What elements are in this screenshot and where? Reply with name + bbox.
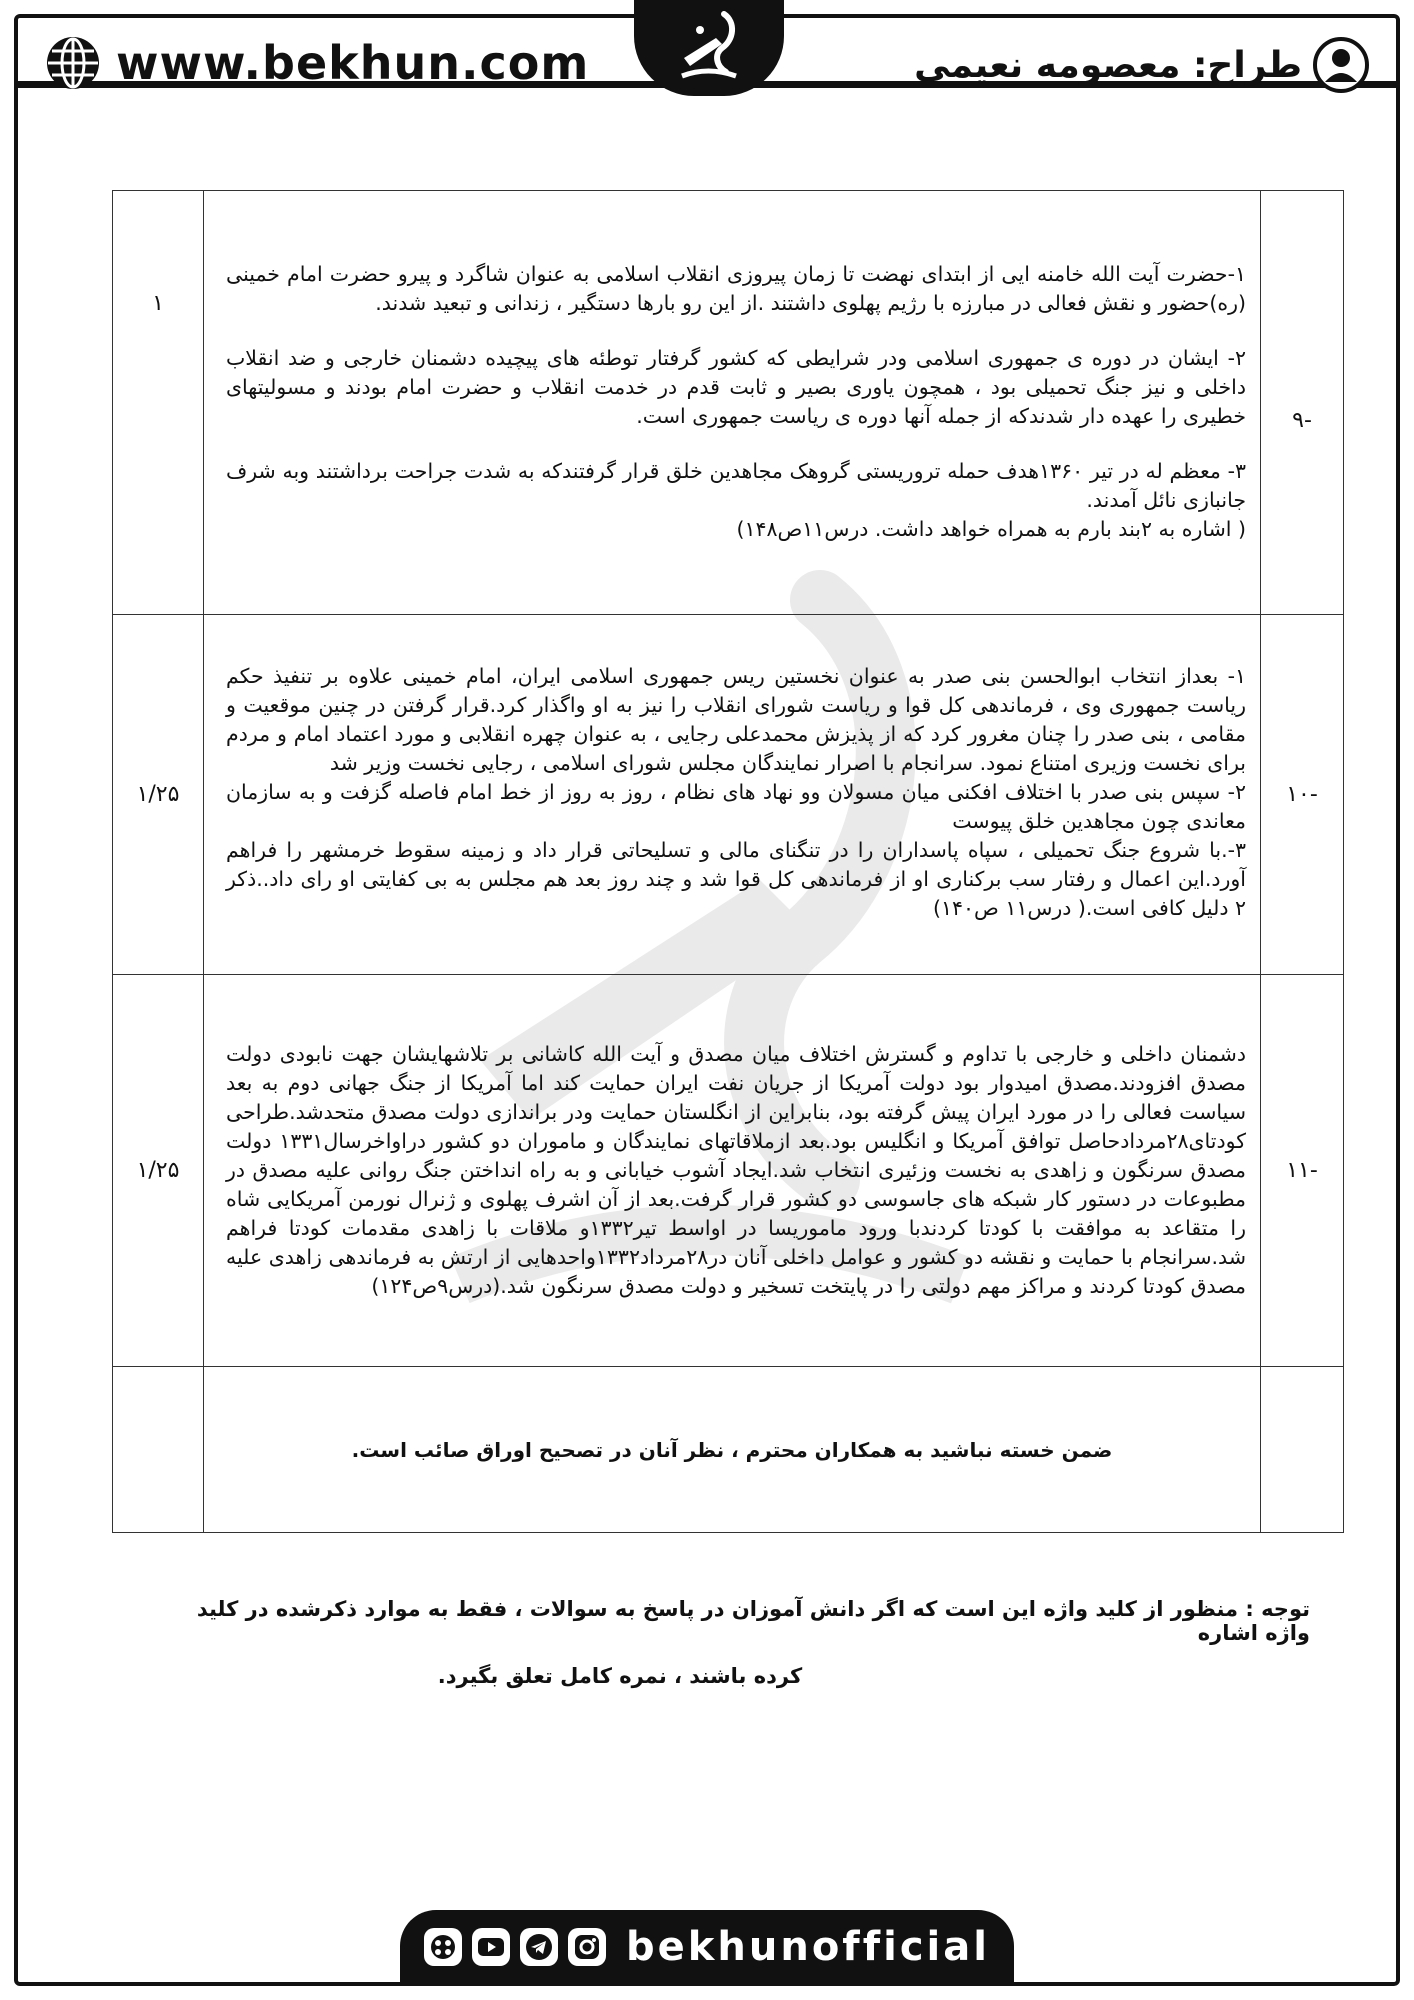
author-block <box>914 36 1370 94</box>
closing-remark: ضمن خسته نباشید به همکاران محترم ، نظر آنان در تصحیح اوراق صائب است. <box>204 1367 1261 1533</box>
table-row <box>113 191 1344 615</box>
table-row <box>113 975 1344 1367</box>
author-name: طراح: معصومه نعیمی <box>914 44 1302 86</box>
table-row <box>113 615 1344 975</box>
question-number: -۹ <box>1261 191 1344 615</box>
empty-cell <box>113 1367 204 1533</box>
instagram-icon[interactable] <box>568 1928 606 1966</box>
answer-paragraph: ۳- معظم له در تیر ۱۳۶۰هدف حمله تروریستی گروهک مجاهدین خلق قرار گرفتندکه به شدت جراحت برداشتند وبه شرف جانبازی نائل آمدند. <box>226 458 1246 512</box>
answer-paragraph: دشمنان داخلی و خارجی با تداوم و گسترش اختلاف میان مصدق و آیت الله کاشانی بر تلاشهایشان جهت نابودی دولت مصدق افزودند.مصدق امیدوار بود دولت آمریکا از جریان نفت ایران حمایت کند اما آمریکا از جنگ جهانی دوم به بعد سیاست فعالی را در مورد ایران پیش گرفته بود، بنابراین از انگلستان حمایت ودر براندازی دولت مصدق متحدشد.طراحی کودتای۲۸مردادحاصل توافق آمریکا و انگلیس بود.بعد ازملاقاتهای نمایندگان و ماموران دو کشور دراواخرسال۱۳۳۱ دولت مصدق سرنگون و زاهدی به نخست وزئیری انتخاب شد.ایجاد آشوب خیابانی و به راه انداختن جنگ روانی علیه مصدق در مطبوعات در دستور کار شبکه های جاسوسی دو کشور قرار گرفت.بعد از آن اشرف پهلوی و ژنرال نورمن آمریکایی شاه را متقاعد به موافقت با کودتا کردندبا ورود ماموریسا در اواسط تیر۱۳۳۲و ملاقات با زاهدی مقدمات کودتا فراهم شد.سرانجام با حمایت و نقشه دو کشور و عوامل داخلی آنان در۲۸مرداد۱۳۳۲واحدهایی از ارتش به فرماندهی زاهدی علیه مصدق کودتا کردند و مراکز مهم دولتی را در پایتخت تسخیر و دولت مصدق سرنگون شد.(درس۹ص۱۲۴) <box>226 1042 1246 1298</box>
score-cell: ۱/۲۵ <box>113 615 204 975</box>
answer-paragraph: ۳-.با شروع جنگ تحمیلی ، سپاه پاسداران را در تنگنای مالی و تسلیحاتی قرار داد و زمینه سقوط خرمشهر را فراهم آورد.این اعمال و رفتار سب برکناری او از فرماندهی کل قوا شد و چند روز بعد هم مجلس به بی کفایتی او رای داد..ذکر ۲ دلیل کافی است.( درس۱۱ ص۱۴۰) <box>226 838 1246 920</box>
question-number: -۱۰ <box>1261 615 1344 975</box>
website-url[interactable]: www.bekhun.com <box>116 36 590 90</box>
note-line-2: کرده باشند ، نمره کامل تعلق بگیرد. <box>437 1664 803 1688</box>
answer-paragraph: ۱-حضرت آیت الله خامنه ایی از ابتدای نهضت تا زمان پیروزی انقلاب اسلامی به عنوان شاگرد و پیرو حضرت امام خمینی (ره)حضور و نقش فعالی در مبارزه با رژیم پهلوی داشتند .از این رو بارها دستگیر ، زندانی و تبعید شدند. <box>226 261 1246 315</box>
answer-cell <box>204 191 1261 615</box>
answer-paragraph: ۲- ایشان در دوره ی جمهوری اسلامی ودر شرایطی که کشور گرفتار توطئه های پیچیده دشمنان خارجی و ضد انقلاب داخلی و نیز جنگ تحمیلی بود ، همچون یاوری بصیر و ثابت قدم در خدمت انقلاب و حضرت امام بودند و مسولیتهای خطیری را عهده دار شدندکه از جمله آنها دوره ی ریاست جمهوری است. <box>226 345 1246 428</box>
social-handle[interactable]: bekhunofficial <box>626 1924 990 1970</box>
aparat-icon[interactable] <box>424 1928 462 1966</box>
logo-tab <box>634 0 784 96</box>
social-footer <box>400 1910 1014 1984</box>
empty-cell <box>1261 1367 1344 1533</box>
question-number: -۱۱ <box>1261 975 1344 1367</box>
answer-reference: ( اشاره به ۲بند بارم به همراه خواهد داشت. درس۱۱ص۱۴۸) <box>736 516 1246 541</box>
score-cell: ۱ <box>113 191 204 615</box>
answer-cell <box>204 975 1261 1367</box>
answer-paragraph: ۲- سپس بنی صدر با اختلاف افکنی میان مسولان وو نهاد های نظام ، روز به روز از خط امام فاصله گزفت و به سازمان معاندی چون مجاهدین خلق پیوست <box>226 780 1246 833</box>
website-block[interactable] <box>44 34 589 92</box>
note-line-1: توجه : منظور از کلید واژه این است که اگر دانش آموزان در پاسخ به سوالات ، فقط به موارد ذکرشده در کلید واژه اشاره <box>196 1597 1310 1645</box>
telegram-icon[interactable] <box>520 1928 558 1966</box>
youtube-icon[interactable] <box>472 1928 510 1966</box>
globe-icon <box>44 34 102 92</box>
answer-table <box>112 190 1344 1533</box>
user-icon <box>1312 36 1370 94</box>
answer-paragraph: ۱- بعداز انتخاب ابوالحسن بنی صدر به عنوان نخستین ریس جمهوری اسلامی ایران، امام خمینی علاوه بر تنفیذ حکم ریاست جمهوری وی ، فرماندهی کل قوا و ریاست شورای انقلاب را نیز به او واگذار کرد.قرار گرفتن در چنین موقعیت و مقامی ، بنی صدر را چنان مغرور کرد که از پذیزش محمدعلی رجایی ، به عنوان چهره انقلابی و مورد اعتماد امام و مردم برای نخست وزیری امتناع نمود. سرانجام با اصرار نمایندگان مجلس شورای اسلامی ، رجایی نخست وزیر شد <box>226 664 1246 775</box>
score-cell: ۱/۲۵ <box>113 975 204 1367</box>
answer-cell <box>204 615 1261 975</box>
table-row <box>113 1367 1344 1533</box>
bekhun-logo-icon <box>664 8 754 88</box>
